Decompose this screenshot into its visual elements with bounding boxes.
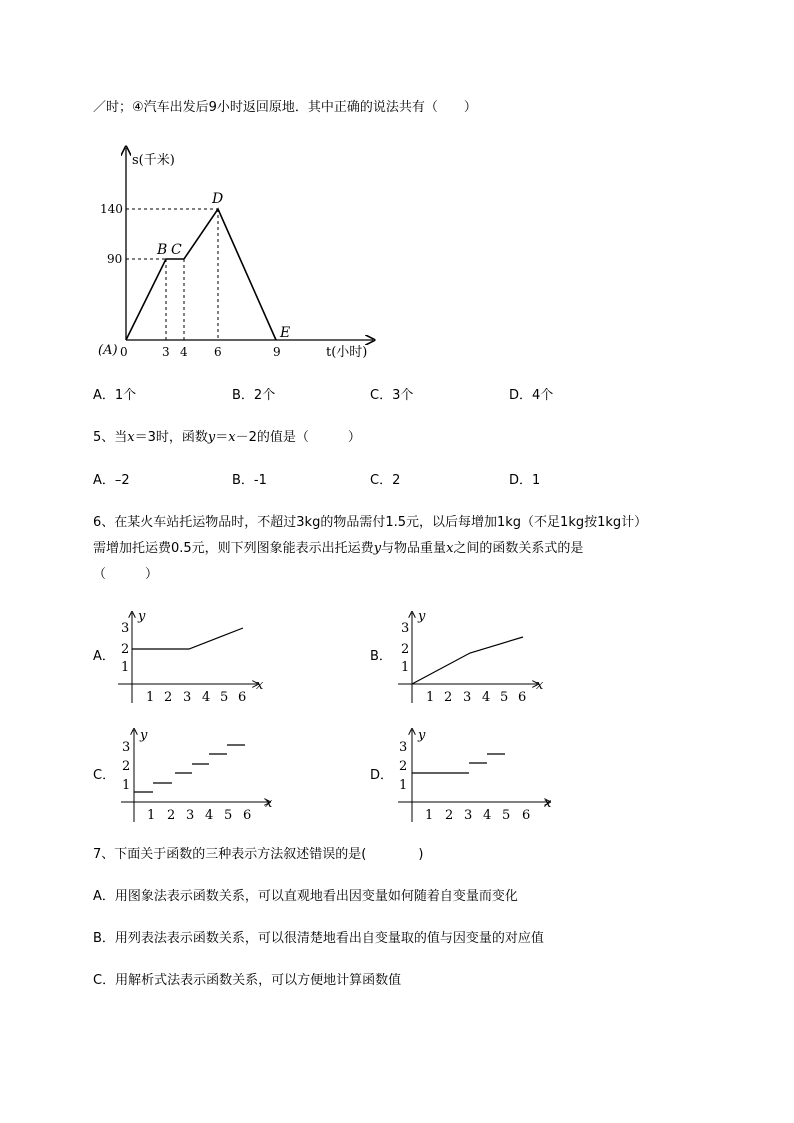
journey-line (126, 209, 276, 340)
y-tick-3: 3 (401, 621, 410, 636)
q5-rest: －2的值是（ ） (235, 430, 361, 445)
axis-x-label: x (265, 796, 273, 811)
x-tick-3: 3 (183, 690, 192, 705)
x-tick-5: 5 (500, 690, 509, 705)
q4-option-d[interactable]: D．4个 (509, 388, 554, 403)
q5-var-x2: x (228, 430, 236, 445)
point-b-label: B (157, 242, 168, 258)
q5-option-a[interactable]: A．–2 (93, 473, 130, 488)
axis-y-label: y (138, 609, 146, 624)
y-tick-1: 1 (122, 778, 131, 793)
graph-line (132, 628, 243, 649)
x-tick-6: 6 (522, 808, 531, 823)
point-d-label: D (212, 191, 224, 207)
x-tick-2: 2 (167, 808, 176, 823)
x-tick-5: 5 (224, 808, 233, 823)
point-e-label: E (280, 325, 291, 341)
q6-var-x: x (446, 541, 454, 556)
y-tick-3: 3 (121, 621, 130, 636)
axis-y-label: y (140, 728, 148, 743)
q6-var-y: y (373, 541, 382, 556)
x-tick-4: 4 (180, 345, 188, 359)
x-tick-5: 5 (220, 690, 229, 705)
y-tick-3: 3 (122, 740, 131, 755)
q6-line-2 (93, 540, 583, 558)
q5-prefix: 5、当 (93, 430, 128, 445)
axis-x-label: x (536, 678, 544, 693)
y-tick-2: 2 (401, 642, 410, 657)
x-tick-6: 6 (518, 690, 527, 705)
axis-y-label: y (418, 609, 426, 624)
q6-line-2a: 需增加托运费0.5元，则下列图象能表示出托运费 (93, 541, 374, 556)
q6-line-2c: 之间的函数关系式的是 (453, 541, 584, 556)
y-tick-1: 1 (399, 778, 408, 793)
q5-eq3: ＝3时，函数 (134, 430, 208, 445)
x-tick-9: 9 (273, 345, 281, 359)
q4-option-c[interactable]: C．3个 (370, 388, 414, 403)
x-tick-6: 6 (238, 690, 247, 705)
x-axis-label: t(小时) (326, 345, 368, 360)
q7-option-a[interactable]: A．用图象法表示函数关系，可以直观地看出因变量如何随着自变量而变化 (93, 889, 518, 904)
y-tick-2: 2 (122, 759, 131, 774)
x-tick-4: 4 (202, 690, 211, 705)
axis-x-label: x (256, 678, 264, 693)
y-tick-2: 2 (399, 759, 408, 774)
x-tick-2: 2 (164, 690, 173, 705)
y-axis-label: s(千米) (132, 153, 175, 168)
x-tick-4: 4 (205, 808, 214, 823)
y-tick-1: 1 (401, 660, 410, 675)
q6-line-2b: 与物品重量 (381, 541, 447, 556)
y-tick-90: 90 (107, 252, 123, 266)
x-tick-1: 1 (426, 690, 435, 705)
point-c-label: C (171, 242, 182, 258)
q6-option-c-label[interactable]: C． (93, 768, 116, 783)
x-tick-5: 5 (502, 808, 511, 823)
y-tick-2: 2 (121, 642, 130, 657)
x-tick-3: 3 (463, 690, 472, 705)
q6-line-3: （ ） (93, 567, 159, 582)
q5-var-x: x (127, 430, 135, 445)
graph-line (412, 637, 523, 684)
x-tick-2: 2 (445, 808, 454, 823)
q7-option-c[interactable]: C．用解析式法表示函数关系，可以方便地计算函数值 (93, 973, 402, 988)
x-tick-2: 2 (444, 690, 453, 705)
x-tick-6: 6 (214, 345, 222, 359)
q6-option-d-label[interactable]: D． (370, 768, 394, 783)
q4-option-b[interactable]: B．2个 (232, 388, 276, 403)
x-tick-1: 1 (146, 690, 155, 705)
q6-graph-a[interactable] (112, 608, 272, 708)
axis-x-label: x (544, 796, 552, 811)
x-tick-3: 3 (186, 808, 195, 823)
x-tick-3: 3 (464, 808, 473, 823)
q6-line-1: 6、在某火车站托运物品时，不超过3kg的物品需付1.5元，以后每增加1kg（不足1kg按1kg计） (93, 515, 648, 530)
y-tick-1: 1 (121, 660, 130, 675)
origin-label: (A) (98, 343, 118, 358)
x-tick-0: 0 (120, 345, 128, 359)
x-tick-4: 4 (483, 808, 492, 823)
x-tick-1: 1 (147, 808, 156, 823)
y-tick-3: 3 (399, 740, 408, 755)
distance-time-graph (90, 140, 390, 370)
q6-option-a-label[interactable]: A． (93, 649, 115, 664)
q5-question (93, 429, 361, 447)
q5-option-b[interactable]: B．-1 (232, 473, 267, 488)
q6-graph-b[interactable] (392, 608, 552, 708)
axis-y-label: y (418, 728, 426, 743)
q6-graph-d[interactable] (394, 727, 559, 827)
x-tick-4: 4 (482, 690, 491, 705)
x-tick-6: 6 (243, 808, 252, 823)
q5-eq: ＝ (215, 430, 229, 445)
q6-option-b-label[interactable]: B． (370, 649, 392, 664)
x-tick-3: 3 (162, 345, 170, 359)
q6-graph-c[interactable] (117, 727, 277, 827)
q5-option-c[interactable]: C．2 (370, 473, 401, 488)
y-tick-140: 140 (100, 202, 123, 216)
q7-option-b[interactable]: B．用列表法表示函数关系，可以很清楚地看出自变量取的值与因变量的对应值 (93, 931, 544, 946)
q4-option-a[interactable]: A．1个 (93, 388, 137, 403)
x-tick-1: 1 (425, 808, 434, 823)
q5-var-y: y (207, 430, 216, 445)
q7-question: 7、下面关于函数的三种表示方法叙述错误的是( ) (93, 847, 424, 862)
q5-option-d[interactable]: D．1 (509, 473, 541, 488)
intro-text: ／时；④汽车出发后9小时返回原地．其中正确的说法共有（ ） (93, 100, 477, 115)
